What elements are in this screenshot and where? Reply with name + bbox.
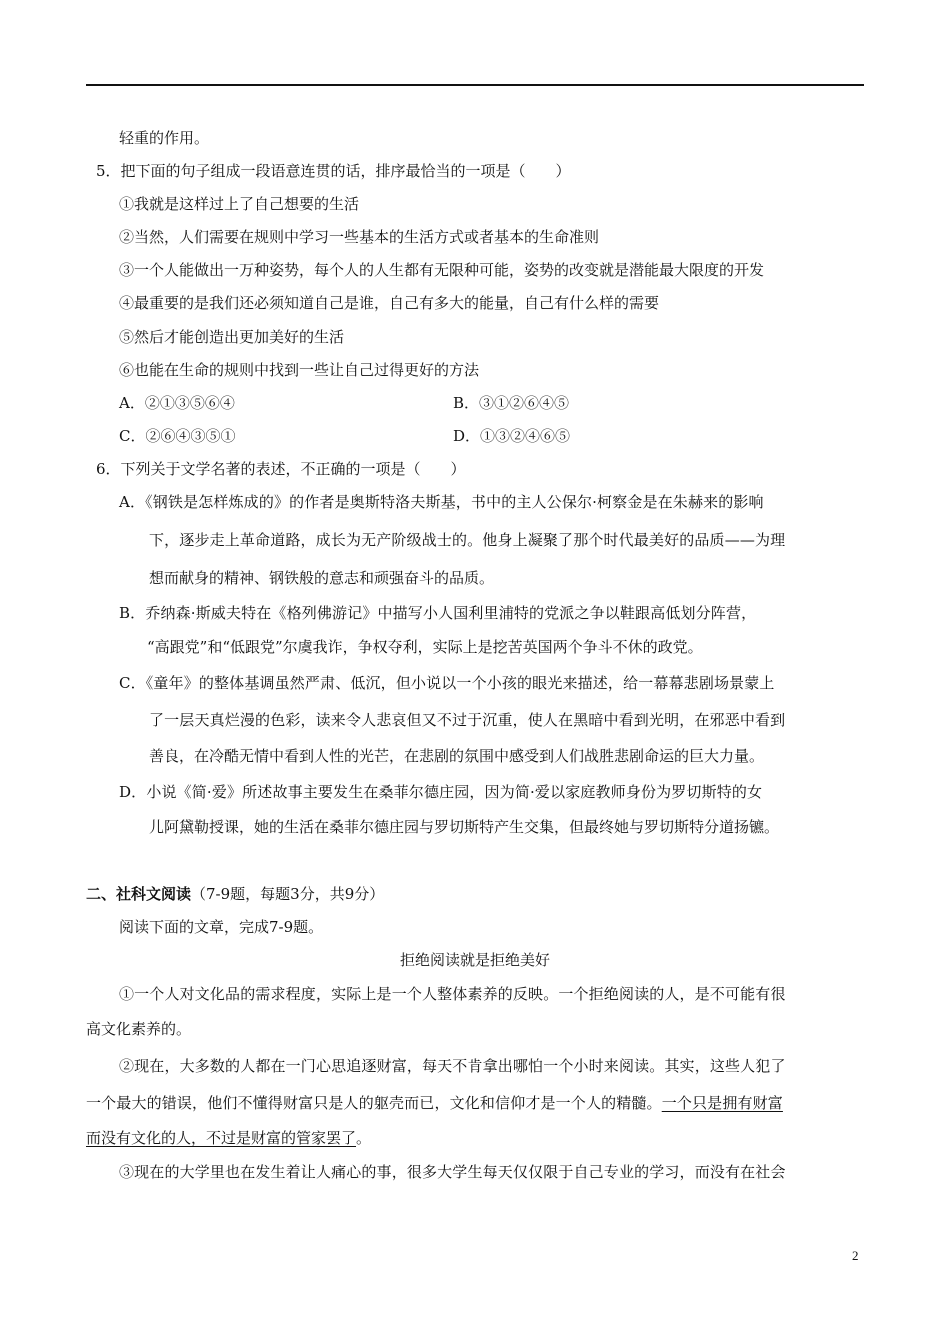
paragraph-2-line — [86, 1093, 783, 1113]
q6-option-a-line: A．《钢铁是怎样炼成的》的作者是奥斯特洛夫斯基，书中的主人公保尔·柯察金是在朱赫来的影响 — [119, 493, 764, 511]
paragraph-3-line: ③现在的大学里也在发生着让人痛心的事，很多大学生每天仅仅限于自己专业的学习，而没有在社会 — [119, 1163, 786, 1181]
header-rule — [86, 84, 864, 86]
section2-heading-rest: （7-9题，每题3分，共9分） — [191, 885, 385, 903]
q5-item: ①我就是这样过上了自己想要的生活 — [119, 195, 360, 213]
q6-option-c-line: C．《童年》的整体基调虽然严肃、低沉，但小说以一个小孩的眼光来描述，给一幕幕悲剧场景蒙上 — [119, 674, 775, 692]
paragraph-2-line — [86, 1128, 371, 1148]
section2-instruction: 阅读下面的文章，完成7-9题。 — [119, 918, 324, 936]
q6-option-b-line: B．乔纳森·斯威夫特在《格列佛游记》中描写小人国利里浦特的党派之争以鞋跟高低划分阵营， — [119, 604, 757, 622]
section2-heading — [86, 884, 384, 904]
q6-option-b-line: “高跟党”和“低跟党”尔虞我诈，争权夺利，实际上是挖苦英国两个争斗不休的政党。 — [147, 638, 703, 656]
underlined-sentence: 一个只是拥有财富 — [661, 1094, 783, 1112]
page-number: 2 — [852, 1248, 859, 1263]
q6-option-c-line: 善良，在冷酷无情中看到人性的光芒，在悲剧的氛围中感受到人们战胜悲剧命运的巨大力量。 — [149, 747, 765, 765]
q6-option-d-line: D．小说《简·爱》所述故事主要发生在桑菲尔德庄园，因为简·爱以家庭教师身份为罗切斯特的女 — [119, 783, 763, 801]
q6-option-a-line: 下，逐步走上革命道路，成长为无产阶级战士的。他身上凝聚了那个时代最美好的品质——为理 — [149, 531, 786, 549]
q5-option-a: A．②①③⑤⑥④ — [119, 394, 235, 412]
q5-item: ⑥也能在生命的规则中找到一些让自己过得更好的方法 — [119, 361, 480, 379]
q6-stem: 6．下列关于文学名著的表述，不正确的一项是（ ） — [96, 460, 466, 478]
q5-item: ④最重要的是我们还必须知道自己是谁，自己有多大的能量，自己有什么样的需要 — [119, 294, 660, 312]
article-title: 拒绝阅读就是拒绝美好 — [399, 951, 550, 969]
q6-option-a-line: 想而献身的精神、钢铁般的意志和顽强奋斗的品质。 — [149, 569, 495, 587]
q6-option-d-line: 儿阿黛勒授课，她的生活在桑菲尔德庄园与罗切斯特产生交集，但最终她与罗切斯特分道扬镳。 — [149, 818, 780, 836]
paragraph-1-line: ①一个人对文化品的需求程度，实际上是一个人整体素养的反映。一个拒绝阅读的人，是不可能有很 — [119, 985, 786, 1003]
paragraph-2-text: 一个最大的错误，他们不懂得财富只是人的躯壳而已，文化和信仰才是一个人的精髓。 — [86, 1094, 662, 1112]
q6-option-c-line: 了一层天真烂漫的色彩，读来令人悲哀但又不过于沉重，使人在黑暗中看到光明，在邪恶中看到 — [149, 711, 786, 729]
q5-option-d: D．①③②④⑥⑤ — [453, 427, 571, 445]
paragraph-1-line: 高文化素养的。 — [86, 1020, 192, 1038]
q5-option-c: C．②⑥④③⑤① — [119, 427, 236, 445]
q5-option-b: B．③①②⑥④⑤ — [453, 394, 570, 412]
q4-tail: 轻重的作用。 — [119, 129, 210, 147]
q5-item: ②当然，人们需要在规则中学习一些基本的生活方式或者基本的生命准则 — [119, 228, 600, 246]
q5-stem: 5．把下面的句子组成一段语意连贯的话，排序最恰当的一项是（ ） — [96, 162, 571, 180]
paragraph-2-text: 。 — [356, 1129, 372, 1147]
q5-item: ⑤然后才能创造出更加美好的生活 — [119, 328, 345, 346]
paragraph-2-line: ②现在，大多数的人都在一门心思追逐财富，每天不肯拿出哪怕一个小时来阅读。其实，这些人犯了 — [119, 1057, 786, 1075]
section2-heading-bold: 二、社科文阅读 — [86, 885, 192, 903]
underlined-sentence: 而没有文化的人，不过是财富的管家罢了 — [86, 1129, 357, 1147]
q5-item: ③一个人能做出一万种姿势，每个人的人生都有无限种可能，姿势的改变就是潜能最大限度的开发 — [119, 261, 765, 279]
